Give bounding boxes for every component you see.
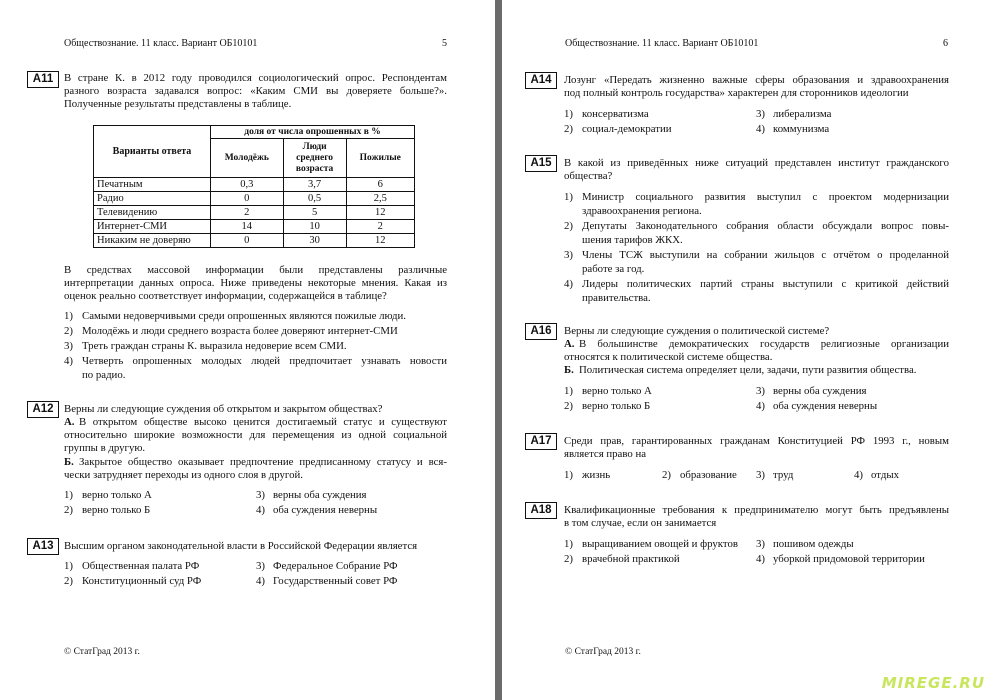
a18-opt-4-num[interactable]: 4)	[756, 553, 765, 565]
a14-opt-3-num[interactable]: 3)	[756, 108, 765, 120]
a11-option-3-text[interactable]: Треть граждан страны К. выразила недоверие всем СМИ.	[82, 340, 347, 352]
a11-line-2: разного возраста задавался вопрос: «Каким СМИ вы доверяете больше?».	[64, 85, 447, 97]
a15-opt-1-line-1[interactable]: Министр социального развития выступил с проектом модернизации	[582, 191, 949, 203]
a12-question: Верны ли следующие суждения об открытом и закрытом обществах?	[64, 403, 383, 415]
a11-option-4-num[interactable]: 4)	[64, 355, 73, 367]
cell-young: 0	[211, 234, 284, 248]
a15-opt-2-num[interactable]: 2)	[564, 220, 573, 232]
cell-old: 6	[346, 178, 414, 192]
a17-line-1: Среди прав, гарантированных гражданам Конституцией РФ 1993 г., новым	[564, 435, 949, 447]
a14-opt-1[interactable]: консерватизма	[582, 108, 649, 120]
cell-middle: 3,7	[283, 178, 346, 192]
a17-opt-3[interactable]: труд	[773, 469, 794, 481]
row-label: Никаким не доверяю	[94, 234, 211, 248]
a18-opt-1-num[interactable]: 1)	[564, 538, 573, 550]
th-middle	[283, 139, 346, 178]
a13-question: Высшим органом законодательной власти в Российской Федерации является	[64, 540, 418, 552]
a18-opt-4[interactable]: уборкой придомовой территории	[773, 553, 925, 565]
a13-opt-1-num[interactable]: 1)	[64, 560, 73, 572]
question-label-a14: A14	[525, 72, 557, 89]
a16-opt-4[interactable]: оба суждения неверны	[773, 400, 878, 412]
a13-opt-3-num[interactable]: 3)	[256, 560, 265, 572]
a16-opt-1[interactable]: верно только А	[582, 385, 652, 397]
a11-option-3-num[interactable]: 3)	[64, 340, 73, 352]
page-footer: © СтатГрад 2013 г.	[64, 647, 140, 657]
th-middle-line-1: Люди	[302, 141, 327, 152]
a11-para-line-3: оценок реально соответствует информации, содержащейся в таблице?	[64, 290, 387, 302]
a11-option-1-text[interactable]: Самыми недоверчивыми среди опрошенных являются пожилые люди.	[82, 310, 406, 322]
th-old: Пожилые	[346, 139, 414, 178]
a14-line-1: Лозунг «Передать жизненно важные сферы образования и здравоохранения	[564, 74, 949, 86]
right-page	[502, 0, 999, 700]
a14-line-2: под полный контроль государства» характерен для сторонников идеологии	[564, 87, 909, 99]
a15-line-2: общества?	[564, 170, 613, 182]
a11-option-2-num[interactable]: 2)	[64, 325, 73, 337]
a15-opt-4-line-1[interactable]: Лидеры политических партий страны выступили с критикой действий	[582, 278, 949, 290]
a16-a-line-2: относятся к политической системе общества.	[564, 351, 773, 363]
a16-opt-1-num[interactable]: 1)	[564, 385, 573, 397]
th-variants: Варианты ответа	[94, 126, 211, 178]
question-label-a11: A11	[27, 71, 59, 88]
a17-opt-4[interactable]: отдых	[871, 469, 899, 481]
a15-opt-3-line-2[interactable]: работе за год.	[582, 263, 645, 275]
a14-opt-3[interactable]: либерализма	[773, 108, 832, 120]
survey-table	[93, 125, 415, 248]
a12-opt-2-num[interactable]: 2)	[64, 504, 73, 516]
table-row	[94, 206, 415, 220]
a14-opt-1-num[interactable]: 1)	[564, 108, 573, 120]
cell-old: 12	[346, 234, 414, 248]
a13-opt-2[interactable]: Конституционный суд РФ	[82, 575, 202, 587]
table-row	[94, 178, 415, 192]
a15-opt-2-line-2[interactable]: шения тарифов ЖКХ.	[582, 234, 683, 246]
a16-a-letter: А.	[564, 338, 575, 350]
a12-opt-1-num[interactable]: 1)	[64, 489, 73, 501]
a11-option-4-cont[interactable]: по радио.	[82, 369, 126, 381]
a13-opt-4[interactable]: Государственный совет РФ	[273, 575, 398, 587]
page-footer: © СтатГрад 2013 г.	[565, 647, 641, 657]
cell-young: 2	[211, 206, 284, 220]
a18-opt-2-num[interactable]: 2)	[564, 553, 573, 565]
a16-a-line-1: В большинстве демократических государств религиозные организации	[579, 338, 949, 350]
a11-option-4-text[interactable]: Четверть опрошенных молодых людей предпочитает узнавать новости	[82, 355, 447, 367]
cell-young: 0	[211, 192, 284, 206]
a11-para-line-1: В средствах массовой информации были представлены различные	[64, 264, 447, 276]
a12-a-letter: А.	[64, 416, 75, 428]
cell-young: 0,3	[211, 178, 284, 192]
a13-opt-4-num[interactable]: 4)	[256, 575, 265, 587]
question-label-a17: A17	[525, 433, 557, 450]
a11-option-1-num[interactable]: 1)	[64, 310, 73, 322]
a17-opt-1[interactable]: жизнь	[582, 469, 611, 481]
cell-old: 12	[346, 206, 414, 220]
table-row	[94, 192, 415, 206]
a18-line-2: в том случае, если он занимается	[564, 517, 717, 529]
row-label: Печатным	[94, 178, 211, 192]
a15-opt-1-num[interactable]: 1)	[564, 191, 573, 203]
a18-opt-3-num[interactable]: 3)	[756, 538, 765, 550]
a11-option-2-text[interactable]: Молодёжь и люди среднего возраста более доверяют интернет-СМИ	[82, 325, 398, 337]
a12-b-letter: Б.	[64, 456, 74, 468]
row-label: Радио	[94, 192, 211, 206]
question-label-a13: A13	[27, 538, 59, 555]
a14-opt-2[interactable]: социал-демократии	[582, 123, 672, 135]
row-label: Интернет-СМИ	[94, 220, 211, 234]
a16-opt-4-num[interactable]: 4)	[756, 400, 765, 412]
a15-opt-3-num[interactable]: 3)	[564, 249, 573, 261]
a16-b-line: Политическая система определяет цели, задачи, пути развития общества.	[579, 364, 917, 376]
th-young: Молодёжь	[211, 139, 284, 178]
th-middle-line-2: среднего	[296, 152, 334, 163]
a13-opt-1[interactable]: Общественная палата РФ	[82, 560, 200, 572]
a15-opt-4-num[interactable]: 4)	[564, 278, 573, 290]
question-label-a15: A15	[525, 155, 557, 172]
a12-opt-2[interactable]: верно только Б	[82, 504, 151, 516]
question-label-a16: A16	[525, 323, 557, 340]
a16-opt-3-num[interactable]: 3)	[756, 385, 765, 397]
a14-opt-2-num[interactable]: 2)	[564, 123, 573, 135]
a15-opt-4-line-2[interactable]: правительства.	[582, 292, 651, 304]
a12-opt-1[interactable]: верно только А	[82, 489, 152, 501]
a16-opt-3[interactable]: верны оба суждения	[773, 385, 867, 397]
cell-middle: 10	[283, 220, 346, 234]
a18-opt-1[interactable]: выращиванием овощей и фруктов	[582, 538, 738, 550]
a16-question: Верны ли следующие суждения о политической системе?	[564, 325, 830, 337]
a17-line-2: является право на	[564, 448, 647, 460]
a12-a-line-2: относительно широкие возможности для перемещения из одной социальной	[64, 429, 447, 441]
a13-opt-2-num[interactable]: 2)	[64, 575, 73, 587]
a15-opt-1-line-2[interactable]: здравоохранения региона.	[582, 205, 702, 217]
th-group: доля от числа опрошенных в %	[211, 126, 415, 139]
a11-para-line-2: интерпретации данных опроса. Ниже приведены некоторые мнения. Какая из	[64, 277, 447, 289]
a14-opt-4-num[interactable]: 4)	[756, 123, 765, 135]
cell-middle: 30	[283, 234, 346, 248]
a18-opt-2[interactable]: врачебной практикой	[582, 553, 680, 565]
a18-line-1: Квалификационные требования к предпринимателю могут быть предъявлены	[564, 504, 949, 516]
a18-opt-3[interactable]: пошивом одежды	[773, 538, 854, 550]
a12-opt-4[interactable]: оба суждения неверны	[273, 504, 378, 516]
a12-a-line-3: группы в другую.	[64, 442, 146, 454]
a17-opt-3-num[interactable]: 3)	[756, 469, 765, 481]
cell-middle: 5	[283, 206, 346, 220]
table-row	[94, 234, 415, 248]
cell-middle: 0,5	[283, 192, 346, 206]
a11-line-3: Полученные результаты представлены в таблице.	[64, 98, 292, 110]
a12-b-line-1: Закрытое общество оказывает предпочтение предписанному статусу и вся-	[79, 456, 447, 468]
row-label: Телевидению	[94, 206, 211, 220]
question-label-a18: A18	[525, 502, 557, 519]
a15-line-1: В какой из приведённых ниже ситуаций представлен институт гражданского	[564, 157, 949, 169]
question-label-a12: A12	[27, 401, 59, 418]
watermark-logo: MIREGE.RU	[881, 674, 985, 692]
a17-opt-2-num[interactable]: 2)	[662, 469, 671, 481]
left-page	[0, 0, 495, 700]
cell-old: 2	[346, 220, 414, 234]
a12-opt-3-num[interactable]: 3)	[256, 489, 265, 501]
page-number: 5	[442, 38, 447, 49]
a16-opt-2-num[interactable]: 2)	[564, 400, 573, 412]
a12-opt-4-num[interactable]: 4)	[256, 504, 265, 516]
a15-opt-2-line-1[interactable]: Депутаты Законодательного собрания области обсуждали вопрос повы-	[582, 220, 949, 232]
a16-b-letter: Б.	[564, 364, 574, 376]
a16-opt-2[interactable]: верно только Б	[582, 400, 651, 412]
a12-opt-3[interactable]: верны оба суждения	[273, 489, 367, 501]
th-middle-line-3: возраста	[295, 163, 334, 174]
cell-old: 2,5	[346, 192, 414, 206]
a17-opt-2[interactable]: образование	[680, 469, 737, 481]
a15-opt-3-line-1[interactable]: Члены ТСЖ выступили на собрании жильцов с отчётом о проделанной	[582, 249, 949, 261]
table-row	[94, 220, 415, 234]
cell-young: 14	[211, 220, 284, 234]
page-number: 6	[943, 38, 948, 49]
a14-opt-4[interactable]: коммунизма	[773, 123, 830, 135]
a12-b-line-2: чески затрудняет переходы из одного слоя в другой.	[64, 469, 303, 481]
a17-opt-4-num[interactable]: 4)	[854, 469, 863, 481]
page-header: Обществознание. 11 класс. Вариант ОБ10101	[565, 38, 759, 49]
a12-a-line-1: В открытом обществе высоко ценится достигаемый статус и существуют	[79, 416, 447, 428]
a13-opt-3[interactable]: Федеральное Собрание РФ	[273, 560, 398, 572]
a17-opt-1-num[interactable]: 1)	[564, 469, 573, 481]
a11-line-1: В стране К. в 2012 году проводился социологический опрос. Респондентам	[64, 72, 447, 84]
page-header: Обществознание. 11 класс. Вариант ОБ10101	[64, 38, 258, 49]
